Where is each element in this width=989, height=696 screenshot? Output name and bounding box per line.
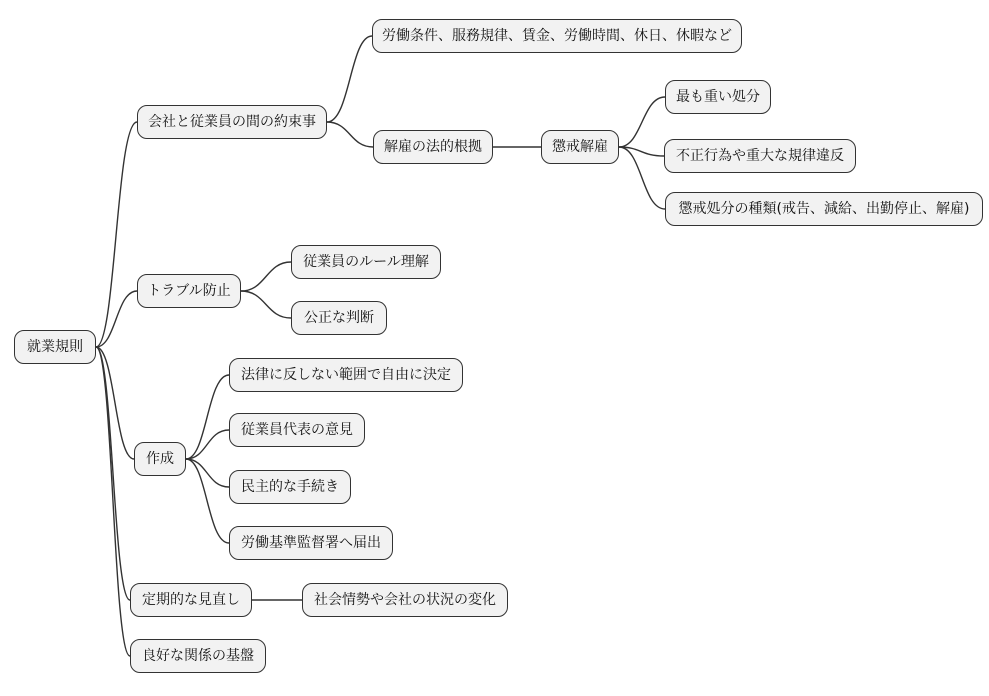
node-dismissal-legal-basis: 解雇の法的根拠 — [373, 130, 493, 164]
edge-creation-demo — [186, 459, 229, 487]
node-heaviest-punishment: 最も重い処分 — [665, 80, 771, 114]
edge-creation-free — [186, 375, 229, 459]
edge-creation-notify — [186, 459, 229, 543]
node-periodic-review: 定期的な見直し — [130, 583, 252, 617]
node-work-rules: 就業規則 — [14, 330, 96, 364]
node-employee-rule-understanding: 従業員のルール理解 — [291, 245, 441, 279]
node-creation: 作成 — [134, 442, 186, 476]
node-disciplinary-action-types: 懲戒処分の種類(戒告、減給、出勤停止、解雇) — [665, 192, 983, 226]
node-good-relationship-foundation: 良好な関係の基盤 — [130, 639, 266, 673]
node-free-decision-within-law: 法律に反しない範囲で自由に決定 — [229, 358, 463, 392]
node-labor-standards-office-notification: 労働基準監督署へ届出 — [229, 526, 393, 560]
edge-root-review — [96, 347, 130, 600]
node-employee-rep-opinion: 従業員代表の意見 — [229, 413, 365, 447]
edge-promise-conditions — [327, 36, 372, 122]
node-working-conditions: 労働条件、服務規律、賃金、労働時間、休日、休暇など — [372, 19, 742, 53]
edge-promise-dismissal — [327, 122, 373, 147]
node-fair-judgment: 公正な判断 — [291, 301, 387, 335]
edge-trouble-fair — [241, 291, 291, 318]
edge-trouble-rule — [241, 262, 291, 291]
node-democratic-procedure: 民主的な手続き — [229, 470, 351, 504]
node-misconduct-violation: 不正行為や重大な規律違反 — [664, 139, 856, 173]
node-social-company-changes: 社会情勢や会社の状況の変化 — [302, 583, 508, 617]
edge-root-promise — [96, 122, 137, 347]
node-trouble-prevention: トラブル防止 — [137, 274, 241, 308]
edge-creation-rep — [186, 430, 229, 459]
node-company-employee-promise: 会社と従業員の間の約束事 — [137, 105, 327, 139]
node-disciplinary-dismissal: 懲戒解雇 — [541, 130, 619, 164]
edge-disc-heaviest — [619, 97, 665, 147]
